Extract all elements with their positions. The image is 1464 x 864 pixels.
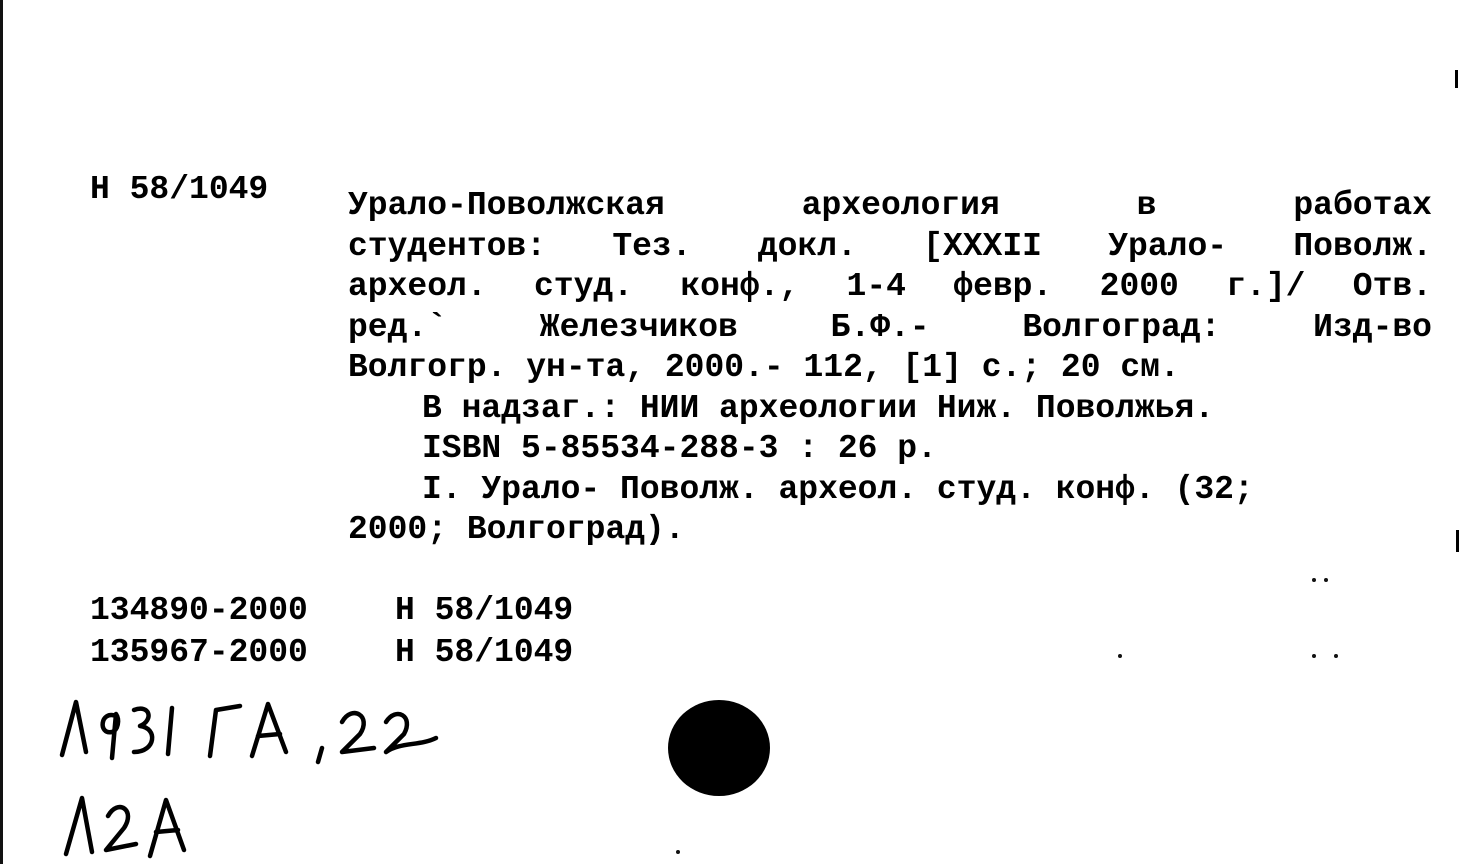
inventory-number: 134890-2000: [90, 592, 308, 629]
speck: [1118, 654, 1122, 658]
ink-blot: [668, 700, 770, 796]
inventory-list: [90, 590, 573, 674]
inventory-row: [90, 590, 573, 632]
speck: [1324, 578, 1328, 582]
scan-mark: [1455, 70, 1458, 88]
inventory-number: 135967-2000: [90, 634, 308, 671]
description-line: Урало-Поволжская археология в работах: [348, 187, 1432, 224]
speck: [1312, 654, 1316, 658]
subject-line-continued: 2000; Волгоград).: [348, 511, 685, 548]
note-line: В надзаг.: НИИ археологии Ниж. Поволжья.: [422, 389, 1215, 427]
description-line: археол. студ. конф., 1-4 февр. 2000 г.]/ Отв.: [348, 268, 1432, 305]
scan-mark: [1456, 530, 1459, 552]
speck: [1334, 654, 1338, 658]
speck: [676, 850, 680, 854]
description-line: ред.` Железчиков Б.Ф.- Волгоград: Изд-во: [348, 308, 1432, 346]
inventory-row: [90, 632, 573, 674]
handwritten-annotation: [0, 680, 480, 864]
inventory-shelfmark: Н 58/1049: [395, 634, 574, 671]
inventory-shelfmark: Н 58/1049: [395, 592, 574, 629]
speck: [1312, 578, 1316, 582]
description-line: Волгогр. ун-та, 2000.- 112, [1] с.; 20 см.: [348, 349, 1180, 386]
bibliographic-description: [348, 186, 1432, 551]
isbn-line: ISBN 5-85534-288-3 : 26 р.: [422, 430, 937, 467]
description-line: студентов: Тез. докл. [XXXII Урало- Поволж.: [348, 227, 1432, 265]
subject-line: I. Урало- Поволж. археол. студ. конф. (32;: [422, 470, 1254, 508]
shelfmark: Н 58/1049: [90, 171, 269, 208]
